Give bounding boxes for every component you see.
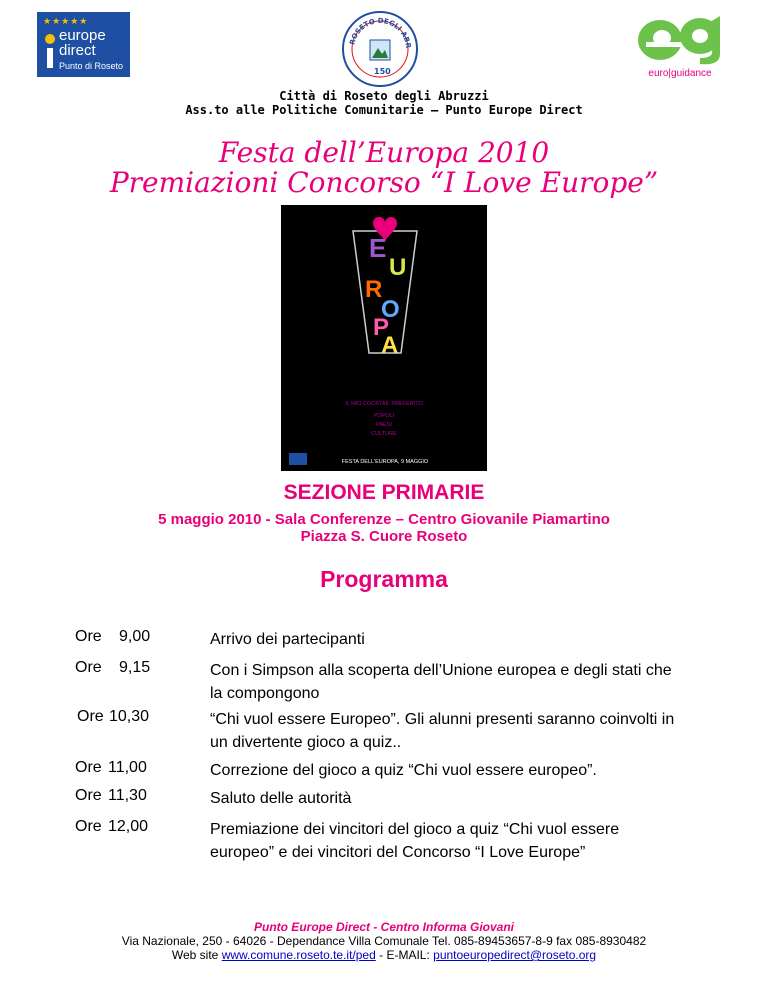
eu-flag-icon — [289, 453, 307, 465]
row-label: Ore — [75, 659, 102, 676]
poster-word: POPOLI — [373, 413, 395, 419]
row-label: Ore — [75, 787, 102, 804]
poster-tagline: IL MIO COCKTAIL PREFERITO — [345, 401, 423, 407]
header-department: Ass.to alle Politiche Comunitarie – Punto Europe Direct — [185, 103, 583, 117]
row-time: 11,30 — [108, 787, 147, 804]
poster-image — [281, 205, 487, 471]
roseto-seal-logo — [332, 10, 428, 88]
footer-email-link[interactable]: puntoeuropedirect@roseto.org — [433, 948, 597, 962]
footer-org: Punto Europe Direct - Centro Informa Giovani — [253, 920, 515, 934]
poster-letter-p: P — [373, 314, 390, 341]
row-label: Ore — [75, 759, 102, 776]
row-time: 9,00 — [119, 628, 151, 645]
seal-text: ROSETO DEGLI ABR — [348, 16, 413, 49]
footer-contacts — [0, 948, 768, 962]
event-detail: 5 maggio 2010 - Sala Conferenze – Centro Giovanile Piamartino — [158, 511, 610, 528]
euroguidance-logo — [636, 14, 722, 84]
row-time: 10,30 — [109, 708, 150, 725]
row-label: Ore — [77, 708, 104, 725]
poster-word: CULTURE — [371, 431, 397, 437]
poster-letter-e: E — [369, 233, 387, 263]
title-festa: Festa dell’Europa 2010 — [218, 136, 550, 169]
poster-letter-r: R — [365, 276, 383, 303]
row-desc: Saluto delle autorità — [210, 790, 352, 807]
row-label: Ore — [75, 628, 102, 645]
row-desc: “Chi vuol essere Europeo”. Gli alunni presenti saranno coinvolti in un divertente gioco a quiz.. — [210, 711, 675, 751]
row-desc: Premiazione dei vincitori del gioco a quiz “Chi vuol essere europeo” e dei vincitori del Concorso “I Love Europe” — [210, 821, 620, 861]
poster-letter-a: A — [381, 332, 399, 359]
poster-letter-o: O — [381, 296, 400, 323]
logo-text-europe: europe — [59, 27, 106, 44]
eu-stars-icon: ★★★★★ — [43, 16, 89, 26]
header-city: Città di Roseto degli Abruzzi — [279, 89, 489, 103]
footer-web-link[interactable]: www.comune.roseto.te.it/ped — [221, 948, 376, 962]
euroguidance-text: euro|guidance — [648, 68, 712, 79]
row-label: Ore — [75, 818, 102, 835]
logo-text-punto: Punto di Roseto — [59, 61, 124, 71]
footer-email-label: - E-MAIL: — [379, 948, 430, 962]
footer-address: Via Nazionale, 250 - 64026 - Dependance Villa Comunale Tel. 085-89453657-8-9 fax 085-8930482 — [121, 934, 647, 948]
poster-footer: FESTA DELL'EUROPA, 9 MAGGIO — [341, 459, 429, 465]
logo-text-direct: direct — [59, 42, 96, 59]
row-time: 11,00 — [108, 759, 147, 776]
europe-direct-logo — [37, 12, 130, 77]
title-premiazioni: Premiazioni Concorso “I Love Europe” — [109, 166, 659, 199]
row-time: 9,15 — [119, 659, 151, 676]
poster-word: PAESI — [376, 422, 392, 428]
info-bar-icon — [47, 48, 53, 68]
row-desc: Correzione del gioco a quiz “Chi vuol essere europeo”. — [210, 762, 597, 779]
event-place: Piazza S. Cuore Roseto — [300, 528, 468, 545]
seal-number: 150 — [374, 67, 391, 76]
info-dot-icon — [45, 34, 55, 44]
footer-web-label: Web site — [171, 948, 219, 962]
section-title: SEZIONE PRIMARIE — [283, 481, 485, 504]
row-time: 12,00 — [108, 818, 149, 835]
poster-letter-u: U — [389, 254, 407, 281]
row-desc: Arrivo dei partecipanti — [210, 631, 365, 648]
row-desc: Con i Simpson alla scoperta dell’Unione europea e degli stati che la compongono — [210, 662, 672, 702]
program-title: Programma — [320, 566, 448, 592]
